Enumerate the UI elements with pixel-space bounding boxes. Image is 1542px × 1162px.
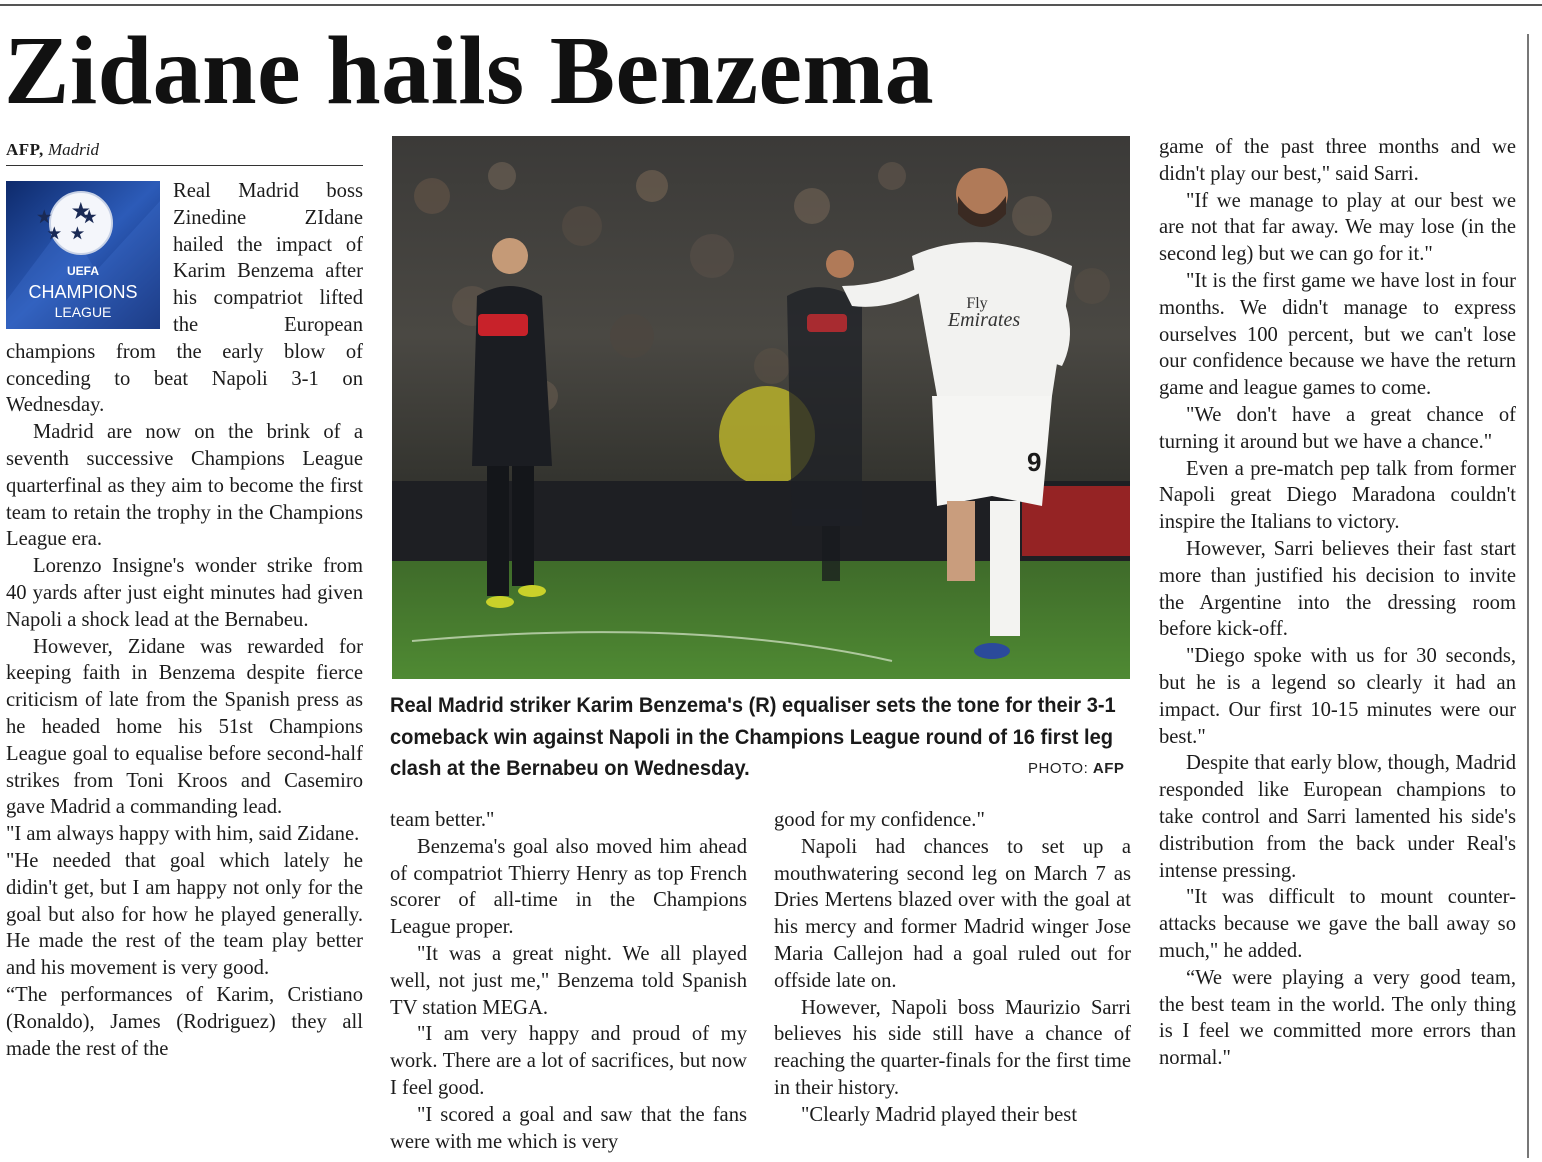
photo-credit-source: AFP bbox=[1092, 760, 1125, 777]
byline-agency: AFP, bbox=[6, 140, 44, 159]
champions-league-logo bbox=[6, 181, 160, 329]
column-rule bbox=[1527, 34, 1529, 1158]
logo-text-uefa: UEFA bbox=[66, 264, 100, 278]
paragraph: "It was a great night. We all played well, not just me," Benzema told Spanish TV station MEGA. bbox=[390, 942, 747, 1019]
paragraph: Despite that early blow, though, Madrid responded like European champions to take control and Sarri lamented his side's distribution from the back under Real's intense pressing. bbox=[1159, 752, 1516, 882]
paragraph: However, Zidane was rewarded for keeping faith in Benzema despite fierce criticism of late from the Spanish press as he headed home his 51st Champions League goal to equalise before second-half strikes from Toni Kroos and Casemiro gave Madrid a commanding lead. bbox=[6, 635, 363, 819]
paragraph: "If we manage to play at our best we are not that far away. We may lose (in the second leg) but we can go for it." bbox=[1159, 189, 1516, 266]
article-column-2 bbox=[390, 807, 747, 1160]
logo-text-champions: CHAMPIONS bbox=[28, 282, 138, 302]
paragraph: "I am very happy and proud of my work. There are a lot of sacrifices, but now I feel good. bbox=[390, 1023, 747, 1099]
paragraph: Madrid are now on the brink of a seventh successive Champions League quarterfinal as they aim to become the first team to retain the trophy in the Champions League era. bbox=[6, 421, 363, 551]
top-rule bbox=[0, 4, 1542, 6]
photo-caption: Real Madrid striker Karim Benzema's (R) equaliser sets the tone for their 3-1 comeback win against Napoli in the Champions League round of 16 first leg clash at the Bernabeu on Wednesday. bbox=[390, 692, 1116, 780]
paragraph: game of the past three months and we didn't play our best," said Sarri. bbox=[1159, 136, 1516, 185]
paragraph: However, Napoli boss Maurizio Sarri believes his side still have a chance of reaching the quarter-finals for the first time in their history. bbox=[774, 996, 1131, 1099]
paragraph: "We don't have a great chance of turning it around but we have a chance." bbox=[1159, 403, 1516, 453]
paragraph: Even a pre-match pep talk from former Napoli great Diego Maradona couldn't inspire the Italians to victory. bbox=[1159, 457, 1516, 534]
paragraph: Benzema's goal also moved him ahead of compatriot Thierry Henry as top French scorer of all-time in the Champions League proper. bbox=[390, 835, 747, 939]
article-column-1 bbox=[6, 178, 363, 1160]
paragraph: "I scored a goal and saw that the fans were with me which is very bbox=[390, 1103, 747, 1153]
paragraph: “The performances of Karim, Cristiano (Ronaldo), James (Rodriguez) they all made the rest of the bbox=[6, 983, 363, 1060]
paragraph: "I am always happy with him, said Zidane. bbox=[6, 823, 360, 846]
paragraph: good for my confidence." bbox=[774, 809, 985, 831]
headline: Zidane hails Benzema bbox=[4, 17, 935, 125]
paragraph: "He needed that goal which lately he didin't get, but I am happy not only for the goal but also for how he played generally. He made the rest of the team play better and his movement is very good. bbox=[6, 849, 363, 980]
paragraph: Napoli had chances to set up a mouthwatering second leg on March 7 as Dries Mertens blazed over with the goal at his mercy and former Madrid winger Jose Maria Callejon had a goal ruled out for offside late on. bbox=[774, 835, 1131, 992]
shirt-text-emirates: Emirates bbox=[947, 309, 1021, 331]
byline-place: Madrid bbox=[48, 140, 99, 159]
paragraph: "Clearly Madrid played their best bbox=[801, 1103, 1078, 1126]
photo-credit-label: PHOTO: bbox=[1028, 760, 1089, 777]
photo-credit bbox=[1028, 760, 1124, 777]
paragraph: Real Madrid boss Zinedine ZIdane hailed the impact of Karim Benzema after his compatriot lifted the European champions from the early blow of conceding to beat Napoli 3-1 on Wednesday. bbox=[6, 180, 363, 417]
paragraph: “We were playing a very good team, the best team in the world. The only thing is I feel we committed more errors than normal." bbox=[1159, 966, 1516, 1070]
paragraph: "Diego spoke with us for 30 seconds, but he is a legend so clearly it had an impact. Our first 10-15 minutes were our best." bbox=[1159, 645, 1516, 748]
byline bbox=[6, 139, 363, 166]
paragraph: team better." bbox=[390, 809, 495, 831]
article-photo bbox=[392, 136, 1130, 679]
paragraph: Lorenzo Insigne's wonder strike from 40 yards after just eight minutes had given Napoli a shock lead at the Bernabeu. bbox=[6, 555, 363, 631]
logo-text-league: LEAGUE bbox=[54, 304, 112, 320]
article-column-4 bbox=[1159, 134, 1516, 1160]
paragraph: "It was difficult to mount counter-attacks because we gave the ball away so much," he added. bbox=[1159, 886, 1516, 962]
paragraph: "It is the first game we have lost in four months. We didn't manage to express ourselves 100 percent, but we can't lose our confidence because we have the return game and league games to come. bbox=[1159, 269, 1516, 400]
paragraph: However, Sarri believes their fast start more than justified his decision to invite the Argentine into the dressing room before kick-off. bbox=[1159, 537, 1516, 641]
shirt-text-fly: Fly bbox=[966, 295, 988, 312]
article-column-3 bbox=[774, 807, 1131, 1160]
shirt-number: 9 bbox=[1027, 447, 1042, 477]
